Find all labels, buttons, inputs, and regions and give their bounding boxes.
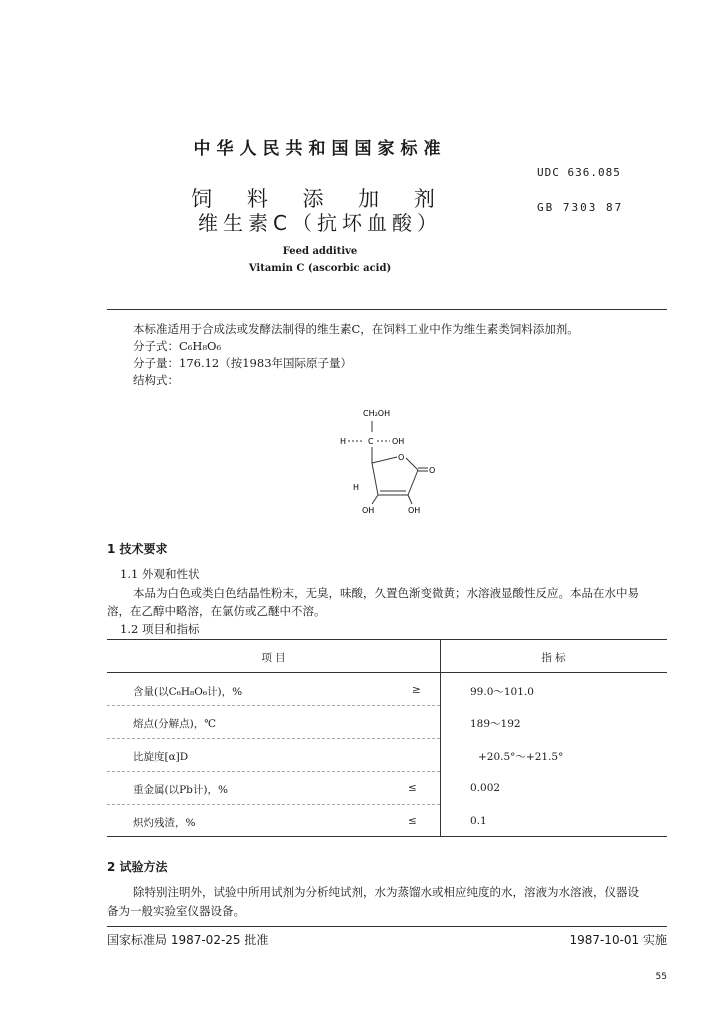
structure-oh-bottom-left: OH	[362, 506, 375, 515]
page-number: 55	[655, 972, 667, 982]
standard-org-title: 中华人民共和国国家标准	[193, 139, 447, 159]
section-2-text-2: 备为一般实验室仪器设备。	[107, 904, 245, 918]
section-1-2-heading: 1.2 项目和指标	[120, 622, 200, 636]
document-title-en-2: Vitamin C (ascorbic acid)	[248, 263, 392, 274]
table-cell-sign: ≥	[412, 684, 421, 696]
table-cell-value: +20.5°～+21.5°	[478, 751, 564, 763]
section-1-heading: 1 技术要求	[107, 542, 168, 556]
structure-c-center: C	[368, 437, 374, 446]
table-header-item: 项 目	[261, 652, 286, 664]
header-divider	[107, 309, 667, 310]
table-header-index: 指 标	[541, 652, 566, 664]
section-1-1-heading: 1.1 外观和性状	[120, 567, 200, 581]
document-title-en-1: Feed additive	[282, 246, 358, 257]
table-cell-item: 重金属(以Pb计)，%	[133, 784, 228, 796]
effective-date: 1987-10-01 实施	[569, 933, 667, 947]
structure-top-group: CH₂OH	[363, 409, 391, 418]
structure-oh-bottom-right: OH	[408, 506, 421, 515]
table-cell-sign: ≤	[408, 782, 417, 794]
structure-carbonyl-o: O	[429, 466, 436, 475]
table-cell-value: 99.0～101.0	[470, 686, 534, 698]
gb-code: GB 7303 87	[537, 201, 624, 214]
structure-h-left: H	[340, 437, 347, 446]
structural-formula	[320, 400, 460, 520]
molecular-formula: 分子式：C₆H₈O₆	[133, 339, 222, 353]
section-1-1-text-2: 溶，在乙醇中略溶，在氯仿或乙醚中不溶。	[107, 604, 326, 618]
table-cell-item: 含量(以C₆H₈O₆计)，%	[133, 686, 243, 698]
section-2-heading: 2 试验方法	[107, 860, 168, 874]
table-cell-value: 0.1	[470, 815, 487, 827]
footer-divider	[107, 926, 667, 927]
approval-text: 国家标准局 1987-02-25 批准	[107, 933, 269, 947]
table-cell-value: 189～192	[470, 718, 521, 730]
structure-ring-o: O	[398, 453, 405, 462]
udc-code: UDC 636.085	[537, 166, 621, 179]
section-2-text-1: 除特别注明外，试验中所用试剂为分析纯试剂，水为蒸馏水或相应纯度的水，溶液为水溶液，仪器设	[133, 885, 639, 899]
scope-text: 本标准适用于合成法或发酵法制得的维生素C，在饲料工业中作为维生素类饲料添加剂。	[133, 322, 579, 336]
structure-oh-right: OH	[392, 437, 405, 446]
table-cell-item: 炽灼残渣，%	[133, 817, 196, 829]
table-cell-sign: ≤	[408, 815, 417, 827]
structure-h-bottom: H	[353, 483, 360, 492]
document-title-cn-1: 饲 料 添 加 剂	[191, 187, 449, 211]
structure-label: 结构式：	[133, 373, 179, 387]
document-title-cn-2: 维生素C（抗坏血酸）	[198, 211, 442, 235]
table-cell-value: 0.002	[470, 782, 501, 794]
table-cell-item: 比旋度[α]D	[133, 751, 189, 763]
table-cell-item: 熔点(分解点)，℃	[133, 718, 216, 730]
section-1-1-text-1: 本品为白色或类白色结晶性粉末，无臭，味酸，久置色渐变微黄；水溶液显酸性反应。本品在水中易	[133, 586, 639, 600]
molecular-weight: 分子量：176.12（按1983年国际原子量）	[133, 356, 353, 370]
